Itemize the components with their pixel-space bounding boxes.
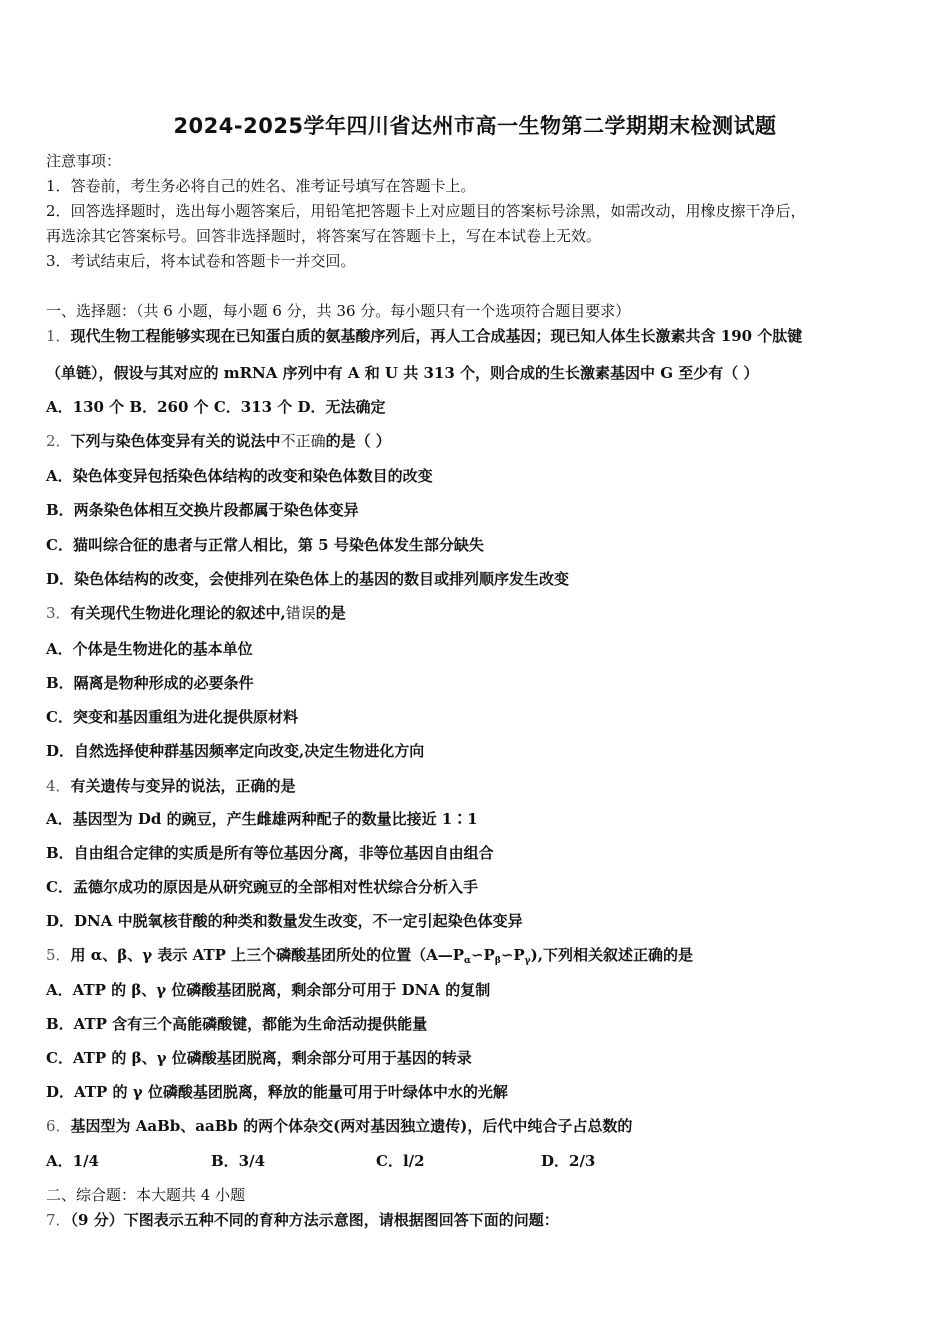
option-item: D．2/3 — [541, 1152, 596, 1170]
option-item: C．ATP 的 β、γ 位磷酸基团脱离，剩余部分可用于基因的转录 — [46, 1049, 472, 1067]
option-item: D．DNA 中脱氧核苷酸的种类和数量发生改变，不一定引起染色体变异 — [46, 912, 523, 930]
question-1-stem: 1．现代生物工程能够实现在已知蛋白质的氨基酸序列后，再人工合成基因；现已知人体生长激素共含 190 个肽键 — [46, 327, 803, 345]
question-6-options — [46, 1150, 904, 1172]
option-item: A．ATP 的 β、γ 位磷酸基团脱离，剩余部分可用于 DNA 的复制 — [46, 981, 491, 999]
question-number: 7． — [46, 1211, 71, 1229]
section-heading-choice: 一、选择题：（共 6 小题，每小题 6 分，共 36 分。每小题只有一个选项符合题目要求） — [46, 302, 631, 320]
question-number: 2． — [46, 432, 71, 450]
question-1-options: A．130 个 B．260 个 C．313 个 D．无法确定 — [46, 398, 386, 416]
option-item: D．染色体结构的改变，会使排列在染色体上的基因的数目或排列顺序发生改变 — [46, 570, 570, 588]
question-4-stem: 4．有关遗传与变异的说法，正确的是 — [46, 777, 296, 795]
option-item: A．1/4 — [46, 1152, 99, 1170]
option-item: D．自然选择使种群基因频率定向改变,决定生物进化方向 — [46, 742, 425, 760]
option-item: C．l/2 — [376, 1152, 425, 1170]
option-item: D．ATP 的 γ 位磷酸基团脱离，释放的能量可用于叶绿体中水的光解 — [46, 1083, 508, 1101]
option-item: C．孟德尔成功的原因是从研究豌豆的全部相对性状综合分析入手 — [46, 878, 478, 896]
question-5-stem: 5．用 α、β、γ 表示 ATP 上三个磷酸基团所处的位置$(A—P_\alpha∽P_\beta∽P_\gamma)$,下列相关叙述正确的是 — [46, 946, 693, 966]
option-item: B．两条染色体相互交换片段都属于染色体变异 — [46, 501, 359, 519]
question-1-stem-cont: （单链），假设与其对应的 mRNA 序列中有 A 和 U 共 313 个，则合成的生长激素基因中 G 至少有（ ） — [46, 364, 759, 382]
question-number: 1． — [46, 327, 71, 345]
question-number: 3． — [46, 604, 71, 622]
question-number: 6． — [46, 1117, 71, 1135]
option-item: C．突变和基因重组为进化提供原材料 — [46, 708, 298, 726]
notice-item: 3．考试结束后，将本试卷和答题卡一并交回。 — [46, 252, 356, 270]
option-item: C．猫叫综合征的患者与正常人相比，第 5 号染色体发生部分缺失 — [46, 536, 484, 554]
option-item: A．染色体变异包括染色体结构的改变和染色体数目的改变 — [46, 467, 433, 485]
question-7-stem: 7．（9 分）下图表示五种不同的育种方法示意图，请根据图回答下面的问题： — [46, 1211, 559, 1229]
option-item: B．ATP 含有三个高能磷酸键，都能为生命活动提供能量 — [46, 1015, 428, 1033]
option-item: B．自由组合定律的实质是所有等位基因分离，非等位基因自由组合 — [46, 844, 494, 862]
question-number: 4． — [46, 777, 71, 795]
question-3-stem: 3．有关现代生物进化理论的叙述中,错误的是 — [46, 604, 346, 622]
notice-heading: 注意事项： — [46, 152, 122, 170]
emphasis-text: 错误 — [285, 604, 316, 622]
emphasis-text: 不正确 — [280, 432, 326, 450]
section-heading-comprehensive: 二、综合题：本大题共 4 小题 — [46, 1186, 246, 1204]
question-6-stem: 6．基因型为 AaBb、aaBb 的两个体杂交(两对基因独立遗传)，后代中纯合子占总数的 — [46, 1117, 633, 1135]
page-title: 2024-2025学年四川省达州市高一生物第二学期期末检测试题 — [173, 114, 777, 138]
notice-item: 1．答卷前，考生务必将自己的姓名、准考证号填写在答题卡上。 — [46, 177, 476, 195]
option-item: B．隔离是物种形成的必要条件 — [46, 674, 254, 692]
question-number: 5． — [46, 946, 71, 964]
option-item: A．基因型为 Dd 的豌豆，产生雌雄两种配子的数量比接近 1∶1 — [46, 810, 478, 828]
option-item: B．3/4 — [211, 1152, 266, 1170]
notice-item: 再选涂其它答案标号。回答非选择题时，将答案写在答题卡上，写在本试卷上无效。 — [46, 227, 602, 245]
question-2-stem: 2．下列与染色体变异有关的说法中不正确的是（ ） — [46, 432, 391, 450]
option-item: A．个体是生物进化的基本单位 — [46, 640, 253, 658]
notice-item: 2．回答选择题时，选出每小题答案后，用铅笔把答题卡上对应题目的答案标号涂黑，如需改动，用橡皮擦干净后， — [46, 202, 806, 220]
